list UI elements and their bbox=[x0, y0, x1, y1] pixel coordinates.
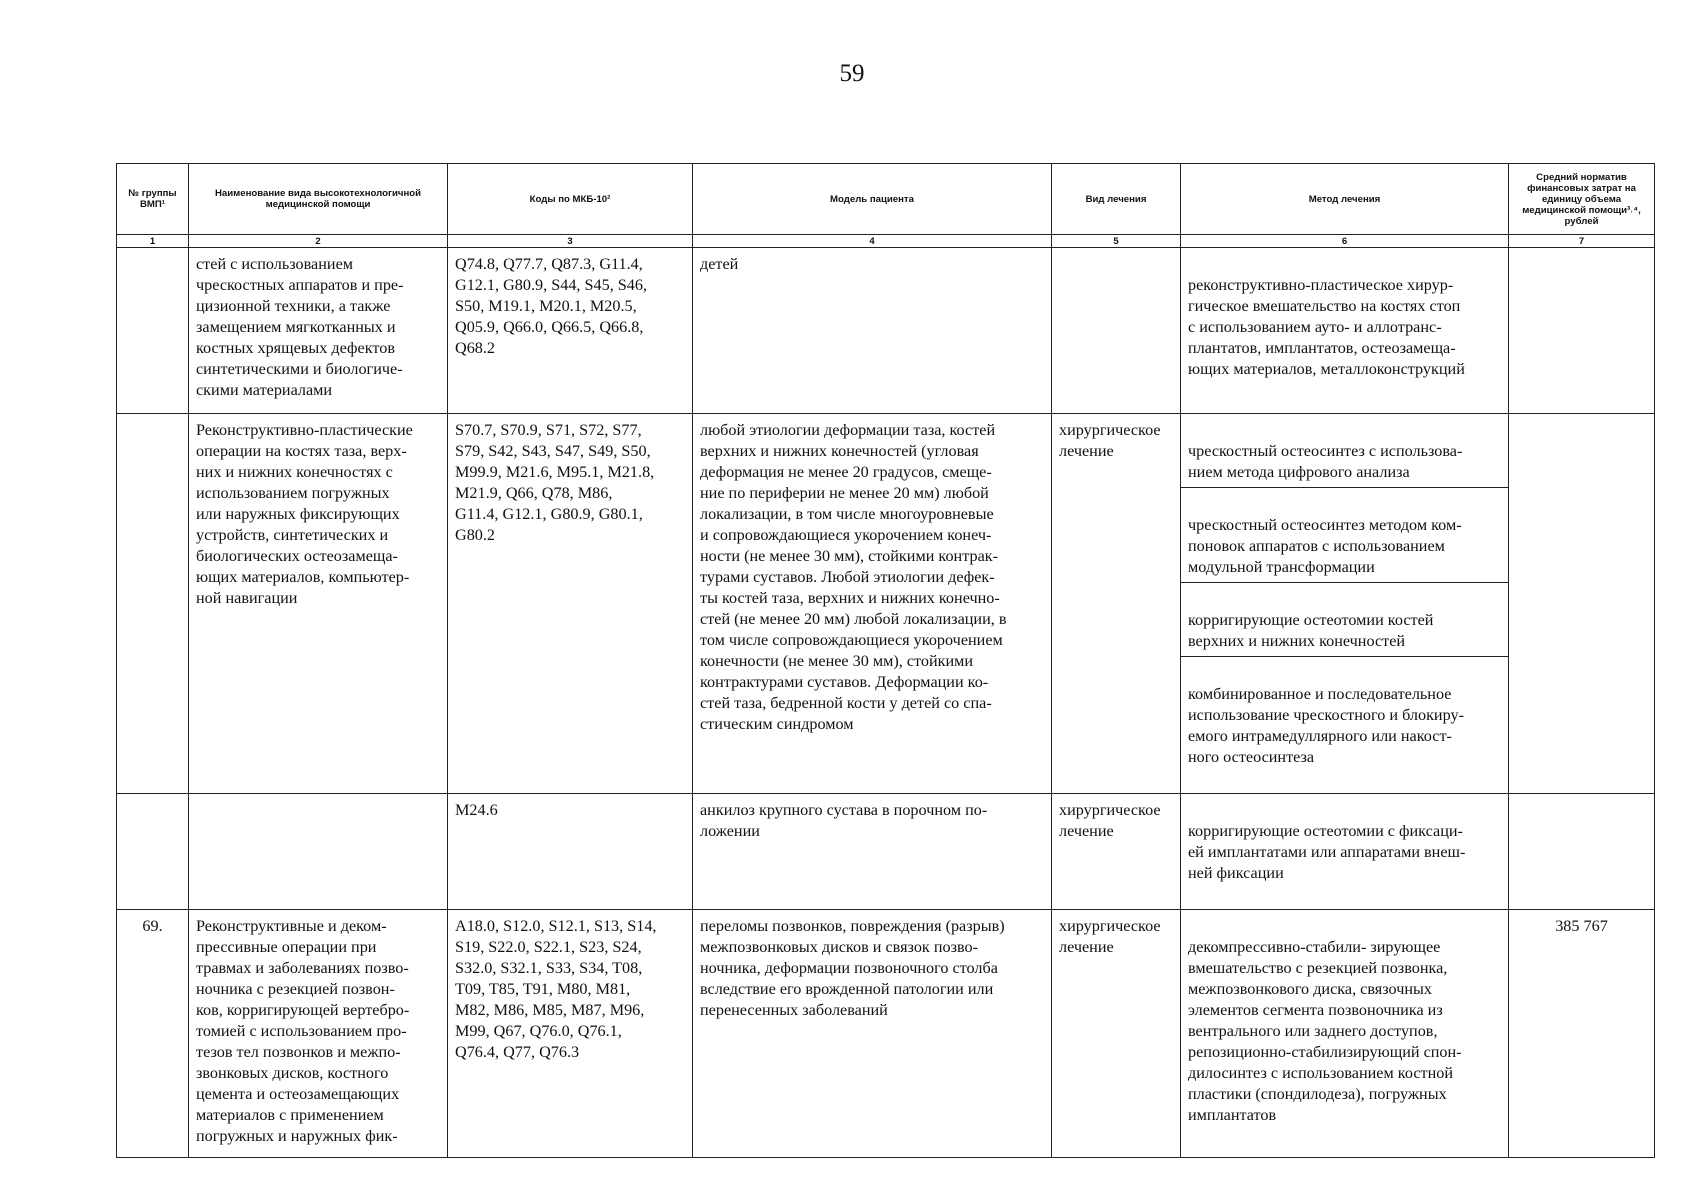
column-number: 7 bbox=[1509, 235, 1655, 248]
treatment-type: хирургическое лечение bbox=[1052, 910, 1181, 1158]
method-item: реконструктивно-пластическое хирур- гическое вмешательство на костях стоп с использованием ауто- и аллотранс- плантатов, имплантатов, остеозамеща- ющих материалов, металлоконструкций bbox=[1188, 276, 1465, 378]
vmp-name: стей с использованием чрескостных аппаратов и пре- цизионной техники, а также замещением мягкотканных и костных хрящевых дефектов синтетическими и биологиче- скими материалами bbox=[189, 248, 448, 414]
header-model: Модель пациента bbox=[693, 164, 1052, 235]
header-method: Метод лечения bbox=[1181, 164, 1509, 235]
table-row bbox=[117, 248, 1655, 414]
method-item: корригирующие остеотомии с фиксаци- ей имплантатами или аппаратами внеш- ней фиксации bbox=[1188, 822, 1466, 882]
column-number: 1 bbox=[117, 235, 189, 248]
icd-codes: S70.7, S70.9, S71, S72, S77, S79, S42, S43, S47, S49, S50, M99.9, M21.6, M95.1, M21.8, M21.9, Q66, Q78, M86, G11.4, G12.1, G80.9, G80.1, G80.2 bbox=[448, 414, 693, 794]
group-number bbox=[117, 794, 189, 910]
method-item: чрескостный остеосинтез методом ком- поновок аппаратов с использованием модульной трансформации bbox=[1181, 509, 1508, 583]
table-row bbox=[117, 910, 1655, 1158]
treatment-method bbox=[1181, 794, 1509, 910]
header-treatment: Вид лечения bbox=[1052, 164, 1181, 235]
column-number: 2 bbox=[189, 235, 448, 248]
vmp-name: Реконструктивные и деком- прессивные операции при травмах и заболеваниях позво- ночника с резекцией позвон- ков, корригирующей вертебро- томией с использованием про- тезов тел позвонков и межпо- звонковых дисков, костного цемента и остеозамещающих материалов с применением погружных и наружных фик- bbox=[189, 910, 448, 1158]
method-item: декомпрессивно-стабили- зирующее вмешательство с резекцией позвонка, межпозвонкового диска, связочных элементов сегмента позвоночника из вентрального или заднего доступов, репозиционно-стабилизирующий спон- дилосинтез с использованием костной пластики (спондилодеза), погружных имплантатов bbox=[1188, 938, 1462, 1124]
treatment-type: хирургическое лечение bbox=[1052, 794, 1181, 910]
cost-value bbox=[1509, 414, 1655, 794]
header-group: № группы ВМП¹ bbox=[117, 164, 189, 235]
cost-value bbox=[1509, 248, 1655, 414]
icd-codes: A18.0, S12.0, S12.1, S13, S14, S19, S22.0, S22.1, S23, S24, S32.0, S32.1, S33, S34, T08, T09, T85, T91, M80, M81, M82, M86, M85, M87, M96, M99, Q67, Q76.0, Q76.1, Q76.4, Q77, Q76.3 bbox=[448, 910, 693, 1158]
icd-codes: M24.6 bbox=[448, 794, 693, 910]
page-number: 59 bbox=[839, 60, 865, 87]
treatment-method bbox=[1181, 248, 1509, 414]
patient-model: переломы позвонков, повреждения (разрыв) межпозвонковых дисков и связок позво- ночника, деформации позвоночного столба вследствие его врожденной патологии или перенесенных заболеваний bbox=[693, 910, 1052, 1158]
icd-codes: Q74.8, Q77.7, Q87.3, G11.4, G12.1, G80.9, S44, S45, S46, S50, M19.1, M20.1, M20.5, Q05.9, Q66.0, Q66.5, Q66.8, Q68.2 bbox=[448, 248, 693, 414]
header-name: Наименование вида высокотехнологичной медицинской помощи bbox=[189, 164, 448, 235]
column-number: 3 bbox=[448, 235, 693, 248]
table-row bbox=[117, 414, 1655, 794]
column-number-row bbox=[117, 235, 1655, 248]
cost-value: 385 767 bbox=[1509, 910, 1655, 1158]
method-item: чрескостный остеосинтез с использова- нием метода цифрового анализа bbox=[1181, 435, 1508, 488]
patient-model: любой этиологии деформации таза, костей верхних и нижних конечностей (угловая деформация не менее 20 градусов, смеще- ние по периферии не менее 20 мм) любой локализации, в том числе многоуровневые и сопровождающиеся укорочением конеч- ности (не менее 30 мм), стойкими контрак- турами суставов. Любой этиологии дефек- ты костей таза, верхних и нижних конечно- стей (не менее 20 мм) любой локализации, в том числе сопровождающиеся укорочением конечности (не менее 30 мм), стойкими контрактурами суставов. Деформации ко- стей таза, бедренной кости у детей со спа- стическим синдромом bbox=[693, 414, 1052, 794]
method-item: комбинированное и последовательное использование чрескостного и блокиру- емого интрамедуллярного или накост- ного остеосинтеза bbox=[1188, 685, 1464, 766]
treatment-type bbox=[1052, 248, 1181, 414]
group-number: 69. bbox=[117, 910, 189, 1158]
vmp-name bbox=[189, 794, 448, 910]
header-cost: Средний норматив финансовых затрат на единицу объема медицинской помощи³˒⁴, рублей bbox=[1509, 164, 1655, 235]
treatment-method bbox=[1181, 910, 1509, 1158]
vmp-table bbox=[116, 163, 1655, 1158]
header-codes: Коды по МКБ-10² bbox=[448, 164, 693, 235]
column-number: 5 bbox=[1052, 235, 1181, 248]
method-item: корригирующие остеотомии костей верхних и нижних конечностей bbox=[1181, 604, 1508, 657]
treatment-method bbox=[1181, 414, 1509, 794]
header-row bbox=[117, 164, 1655, 235]
patient-model: анкилоз крупного сустава в порочном по- ложении bbox=[693, 794, 1052, 910]
group-number bbox=[117, 248, 189, 414]
column-number: 6 bbox=[1181, 235, 1509, 248]
treatment-type: хирургическое лечение bbox=[1052, 414, 1181, 794]
patient-model: детей bbox=[693, 248, 1052, 414]
group-number bbox=[117, 414, 189, 794]
vmp-name: Реконструктивно-пластические операции на костях таза, верх- них и нижних конечностях с использованием погружных или наружных фиксирующих устройств, синтетических и биологических остеозамеща- ющих материалов, компьютер- ной навигации bbox=[189, 414, 448, 794]
column-number: 4 bbox=[693, 235, 1052, 248]
table-row bbox=[117, 794, 1655, 910]
cost-value bbox=[1509, 794, 1655, 910]
